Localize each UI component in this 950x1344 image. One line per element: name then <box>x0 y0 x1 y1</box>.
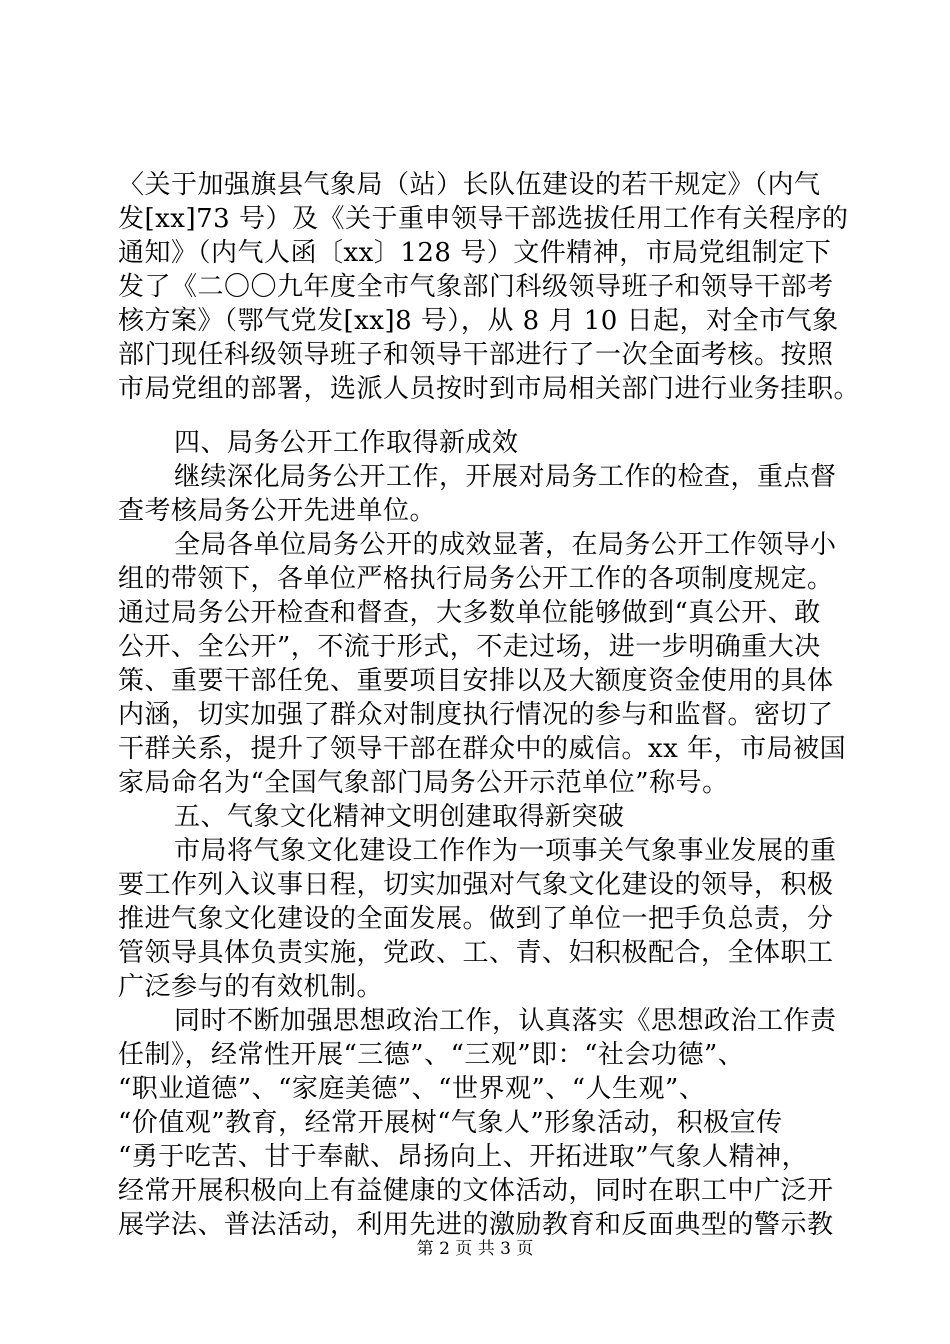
text-line: 组的带领下，各单位严格执行局务公开工作的各项制度规定。 <box>118 564 834 594</box>
page-footer <box>0 1238 950 1260</box>
text-line: 策、重要干部任免、重要项目安排以及大额度资金使用的具体 <box>118 666 834 696</box>
text-line: 〈关于加强旗县气象局（站）长队伍建设的若干规定》（内气 <box>118 170 821 200</box>
text-line: 管领导具体负责实施，党政、工、青、妇积极配合，全体职工 <box>118 938 834 968</box>
text-line: 公开、全公开”，不流于形式，不走过场，进一步明确重大决 <box>118 632 821 662</box>
text-line: 干群关系，提升了领导干部在群众中的威信。xx 年，市局被国 <box>118 734 847 764</box>
text-line: 任制》，经常性开展“三德”、“三观”即：“社会功德”、 <box>118 1040 745 1070</box>
text-line: 通过局务公开检查和督查，大多数单位能够做到“真公开、敢 <box>118 598 821 628</box>
text-line: 发了《二〇〇九年度全市气象部门科级领导班子和领导干部考 <box>118 272 834 302</box>
text-line: 全局各单位局务公开的成效显著，在局务公开工作领导小 <box>174 530 837 560</box>
text-line: 推进气象文化建设的全面发展。做到了单位一把手负总责，分 <box>118 904 834 934</box>
text-line: 经常开展积极向上有益健康的文体活动，同时在职工中广泛开 <box>118 1176 834 1206</box>
text-line: “勇于吃苦、甘于奉献、昂扬向上、开拓进取”气象人精神， <box>118 1142 809 1172</box>
text-line: 家局命名为“全国气象部门局务公开示范单位”称号。 <box>118 768 729 798</box>
text-line: 部门现任科级领导班子和领导干部进行了一次全面考核。按照 <box>118 340 834 370</box>
text-line: 核方案》（鄂气党发[xx]8 号），从 8 月 10 日起，对全市气象 <box>118 306 839 336</box>
text-line: 展学法、普法活动，利用先进的激励教育和反面典型的警示教 <box>118 1210 834 1240</box>
section-heading-5: 五、气象文化精神文明创建取得新突破 <box>174 802 625 832</box>
text-line: 查考核局务公开先进单位。 <box>118 496 437 526</box>
text-line: 继续深化局务公开工作，开展对局务工作的检查，重点督 <box>174 462 837 492</box>
page-number-label: 第 2 页 共 3 页 <box>416 1239 534 1259</box>
text-line: 市局党组的部署，选派人员按时到市局相关部门进行业务挂职。 <box>118 374 861 404</box>
text-line: 发[xx]73 号）及《关于重申领导干部选拔任用工作有关程序的 <box>118 204 849 234</box>
text-line: 要工作列入议事日程，切实加强对气象文化建设的领导，积极 <box>118 870 834 900</box>
document-body <box>118 168 861 1242</box>
text-line: “职业道德”、“家庭美德”、“世界观”、“人生观”、 <box>118 1074 706 1104</box>
text-line: 广泛参与的有效机制。 <box>118 972 384 1002</box>
text-line: “价值观”教育，经常开展树“气象人”形象活动，积极宣传 <box>118 1108 783 1138</box>
text-line: 同时不断加强思想政治工作，认真落实《思想政治工作责 <box>174 1006 837 1036</box>
text-line: 市局将气象文化建设工作作为一项事关气象事业发展的重 <box>174 836 837 866</box>
text-line: 内涵，切实加强了群众对制度执行情况的参与和监督。密切了 <box>118 700 834 730</box>
section-heading-4: 四、局务公开工作取得新成效 <box>174 428 519 458</box>
paragraph-gap <box>118 406 838 426</box>
text-line: 通知》（内气人函〔xx〕128 号）文件精神，市局党组制定下 <box>118 238 832 268</box>
